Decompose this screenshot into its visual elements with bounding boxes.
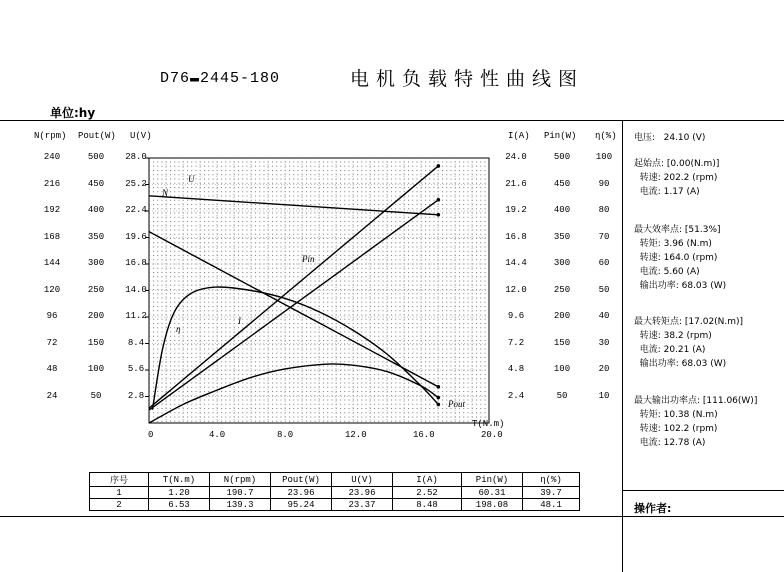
pout-tick-label: 250 xyxy=(87,284,105,295)
table-header-cell: Pin(W) xyxy=(462,473,523,487)
table-cell: 2 xyxy=(90,499,149,511)
u-tick-label: 22.4 xyxy=(125,205,147,215)
pout-tick-label: 50 xyxy=(90,390,102,401)
u-tick-label: 25.2 xyxy=(125,178,147,189)
table-cell: 198.08 xyxy=(462,499,523,511)
pin-tick-label: 250 xyxy=(553,284,571,295)
pin-tick-label: 450 xyxy=(553,178,571,189)
table-header-cell: Pout(W) xyxy=(271,473,332,487)
i-tick-label: 16.8 xyxy=(505,231,527,242)
eta-tick-label: 10 xyxy=(598,390,610,401)
i-tick-label: 12.0 xyxy=(505,284,527,295)
eta-tick-label: 30 xyxy=(598,337,610,348)
header-i: I(A) xyxy=(508,131,530,141)
pin-tick-label: 500 xyxy=(553,152,571,162)
info-line: 转矩: 3.96 (N.m) xyxy=(634,239,712,249)
series-end-point xyxy=(437,396,441,400)
header-n: N(rpm) xyxy=(34,131,67,141)
header-pout: Pout(W) xyxy=(78,131,116,141)
x-tick-label: 4.0 xyxy=(209,430,226,440)
n-tick-label: 72 xyxy=(46,337,58,348)
pout-tick-label: 300 xyxy=(87,258,105,268)
i-tick-label: 7.2 xyxy=(507,337,525,348)
n-tick-label: 168 xyxy=(43,231,61,242)
table-cell: 1.20 xyxy=(149,487,210,499)
table-cell: 60.31 xyxy=(462,487,523,499)
table-header-cell: T(N.m) xyxy=(149,473,210,487)
operator-label: 操作者: xyxy=(634,502,672,515)
info-line: 最大输出功率点: [111.06(W)] xyxy=(634,396,758,406)
info-line: 电流: 20.21 (A) xyxy=(634,345,706,355)
pout-tick-label: 500 xyxy=(87,152,105,162)
info-line: 电流: 12.78 (A) xyxy=(634,438,706,448)
table-cell: 48.1 xyxy=(523,499,580,511)
n-tick-label: 48 xyxy=(46,364,58,374)
n-tick-label: 216 xyxy=(43,178,61,189)
info-line: 转速: 102.2 (rpm) xyxy=(634,424,718,434)
series-label: η xyxy=(176,324,181,334)
eta-tick-label: 100 xyxy=(595,152,613,162)
n-tick-label: 144 xyxy=(43,258,61,268)
eta-tick-label: 20 xyxy=(598,364,610,374)
x-tick-label: 16.0 xyxy=(413,430,435,440)
info-line: 电流: 5.60 (A) xyxy=(634,267,700,277)
info-line: 最大转矩点: [17.02(N.m)] xyxy=(634,317,744,327)
pin-tick-label: 100 xyxy=(553,364,571,374)
i-tick-label: 14.4 xyxy=(505,258,527,268)
info-line: 输出功率: 68.03 (W) xyxy=(634,281,727,291)
table-cell: 23.96 xyxy=(332,487,393,499)
eta-tick-label: 60 xyxy=(598,258,610,268)
x-tick-label: 8.0 xyxy=(277,430,294,440)
table-row xyxy=(90,487,580,499)
pout-tick-label: 400 xyxy=(87,205,105,215)
series-end-point xyxy=(437,403,441,407)
eta-tick-label: 90 xyxy=(598,178,610,189)
info-line: 最大效率点: [51.3%] xyxy=(634,225,721,235)
pout-tick-label: 150 xyxy=(87,337,105,348)
header-eta: η(%) xyxy=(595,131,617,141)
series-end-point xyxy=(437,385,441,389)
i-tick-label: 9.6 xyxy=(507,311,525,321)
i-tick-label: 21.6 xyxy=(505,178,527,189)
u-tick-label: 2.8 xyxy=(127,390,145,401)
x-tick-label: 20.0 xyxy=(481,430,503,440)
series-end-point xyxy=(437,198,441,202)
pin-tick-label: 50 xyxy=(556,390,568,401)
pin-tick-label: 150 xyxy=(553,337,571,348)
table-header-cell: 序号 xyxy=(90,473,149,487)
table-cell: 39.7 xyxy=(523,487,580,499)
info-line: 转速: 38.2 (rpm) xyxy=(634,331,712,341)
x-tick-label: 0 xyxy=(148,430,154,440)
u-tick-label: 5.6 xyxy=(127,364,145,374)
table-cell: 8.48 xyxy=(393,499,462,511)
series-end-point xyxy=(437,164,441,168)
x-axis-label: T(N.m) xyxy=(472,419,505,429)
chart-title: 电机负载特性曲线图 xyxy=(350,69,585,90)
eta-tick-label: 40 xyxy=(598,311,610,321)
u-tick-label: 19.6 xyxy=(125,231,147,242)
unit-label: 单位:hy xyxy=(50,106,96,120)
table-header-cell: I(A) xyxy=(393,473,462,487)
table-header-cell: N(rpm) xyxy=(210,473,271,487)
data-table xyxy=(89,472,580,511)
info-line: 转速: 164.0 (rpm) xyxy=(634,253,718,263)
i-tick-label: 4.8 xyxy=(507,364,525,374)
table-cell: 23.37 xyxy=(332,499,393,511)
i-tick-label: 24.0 xyxy=(505,152,527,162)
series-label: Pout xyxy=(448,399,465,409)
pout-tick-label: 100 xyxy=(87,364,105,374)
header-u: U(V) xyxy=(130,131,152,141)
table-cell: 23.96 xyxy=(271,487,332,499)
u-tick-label: 11.2 xyxy=(125,311,147,321)
eta-tick-label: 70 xyxy=(598,231,610,242)
series-label: I xyxy=(238,316,241,326)
model-number: D76▬2445-180 xyxy=(160,70,281,87)
table-cell: 95.24 xyxy=(271,499,332,511)
info-line: 输出功率: 68.03 (W) xyxy=(634,359,727,369)
i-tick-label: 2.4 xyxy=(507,390,525,401)
pin-tick-label: 200 xyxy=(553,311,571,321)
table-header-cell: U(V) xyxy=(332,473,393,487)
series-label: Pin xyxy=(302,254,315,264)
table-header-row xyxy=(90,473,580,487)
table-cell: 139.3 xyxy=(210,499,271,511)
eta-tick-label: 50 xyxy=(598,284,610,295)
header-pin: Pin(W) xyxy=(544,131,577,141)
u-tick-label: 28.0 xyxy=(125,152,147,162)
eta-tick-label: 80 xyxy=(598,205,610,215)
info-voltage: 电压: 24.10 (V) xyxy=(634,133,706,143)
table-cell: 1 xyxy=(90,487,149,499)
table-row xyxy=(90,499,580,511)
u-tick-label: 8.4 xyxy=(127,337,145,348)
pout-tick-label: 200 xyxy=(87,311,105,321)
info-line: 转矩: 10.38 (N.m) xyxy=(634,410,718,420)
table-cell: 2.52 xyxy=(393,487,462,499)
n-tick-label: 24 xyxy=(46,390,58,401)
pin-tick-label: 300 xyxy=(553,258,571,268)
info-line: 电流: 1.17 (A) xyxy=(634,187,700,197)
pout-tick-label: 450 xyxy=(87,178,105,189)
pin-tick-label: 400 xyxy=(553,205,571,215)
n-tick-label: 120 xyxy=(43,284,61,295)
u-tick-label: 16.8 xyxy=(125,258,147,268)
n-tick-label: 240 xyxy=(43,152,61,162)
x-tick-label: 12.0 xyxy=(345,430,367,440)
series-label: U xyxy=(188,174,195,184)
series-end-point xyxy=(437,213,441,217)
info-line: 转速: 202.2 (rpm) xyxy=(634,173,718,183)
table-cell: 6.53 xyxy=(149,499,210,511)
table-header-cell: η(%) xyxy=(523,473,580,487)
u-tick-label: 14.0 xyxy=(125,284,147,295)
n-tick-label: 192 xyxy=(43,205,61,215)
info-line: 起始点: [0.00(N.m)] xyxy=(634,159,720,169)
n-tick-label: 96 xyxy=(46,311,58,321)
i-tick-label: 19.2 xyxy=(505,205,527,215)
series-label: N xyxy=(162,188,169,198)
pin-tick-label: 350 xyxy=(553,231,571,242)
table-cell: 190.7 xyxy=(210,487,271,499)
pout-tick-label: 350 xyxy=(87,231,105,242)
